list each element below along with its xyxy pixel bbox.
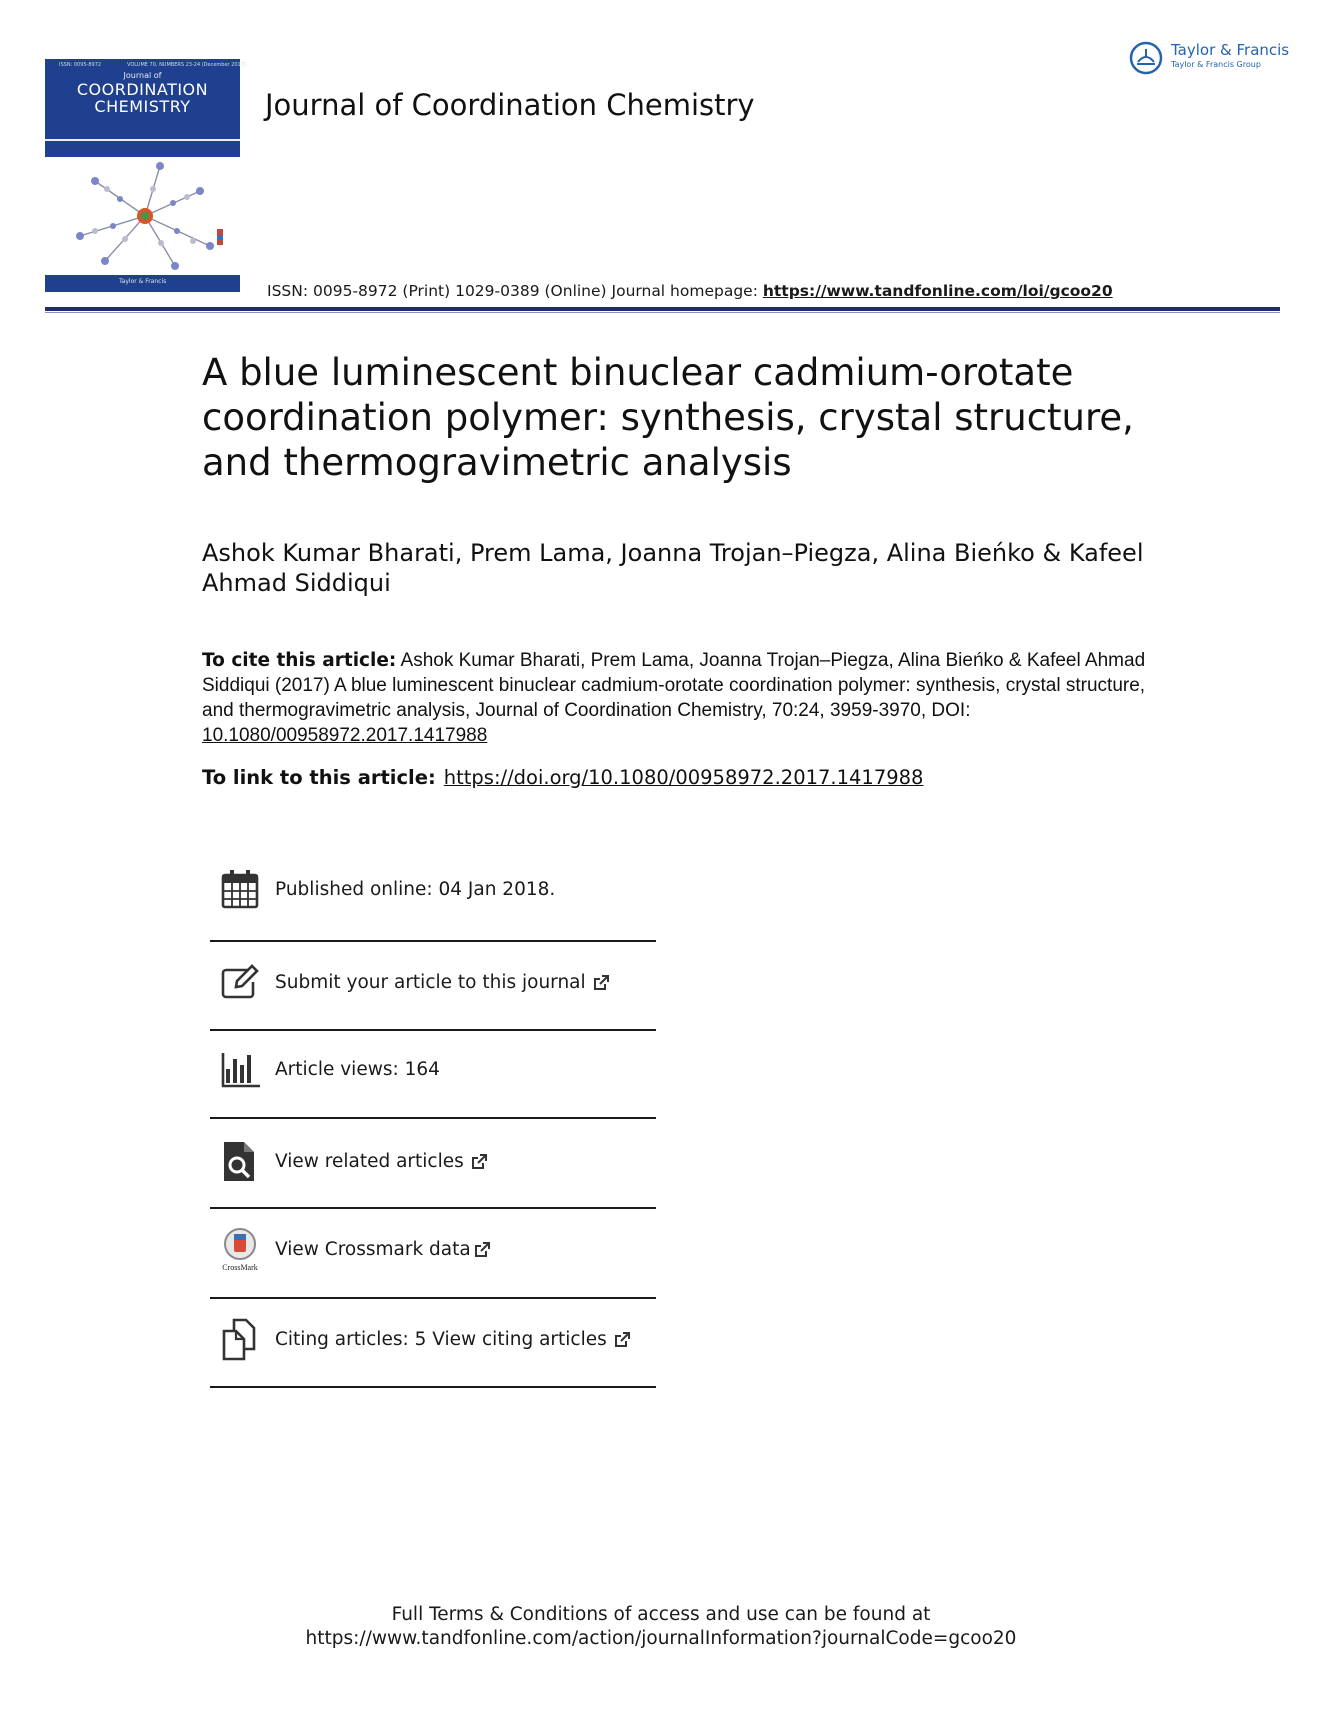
info-divider [210, 940, 656, 942]
external-link-icon [592, 974, 610, 992]
cover-title-line1: COORDINATION [76, 80, 209, 99]
terms-url[interactable]: https://www.tandfonline.com/action/journalInformation?journalCode=gcoo20 [305, 1628, 1017, 1649]
article-authors: Ashok Kumar Bharati, Prem Lama, Joanna Trojan–Piegza, Alina Bieńko & Kafeel Ahmad Siddiqui [202, 539, 1144, 597]
info-divider [210, 1297, 656, 1299]
cover-editor-band [45, 141, 240, 157]
cover-volume: VOLUME 70, NUMBERS 23-24 (December 2017) [127, 62, 246, 68]
document-search-icon [220, 1139, 260, 1185]
info-divider [210, 1386, 656, 1388]
publisher-name: Taylor & Francis [1171, 41, 1290, 59]
cover-issn: ISSN: 0095-8972 [59, 62, 102, 68]
cover-molecule-illustration [65, 161, 225, 271]
related-articles-link[interactable] [275, 1151, 488, 1172]
edit-icon [220, 960, 260, 1006]
cover-title-line2: CHEMISTRY [94, 97, 191, 116]
cover-publisher-logo: Taylor & Francis [119, 278, 167, 285]
cover-journal-of: Journal of [123, 71, 162, 80]
submit-article-link[interactable] [275, 972, 610, 993]
crossmark-label: View Crossmark data [275, 1239, 471, 1260]
cite-text: Ashok Kumar Bharati, Prem Lama, Joanna Trojan–Piegza, Alina Bieńko & Kafeel Ahmad Siddiqui (2017) A blue luminescent binuclear cadmium-orotate coordination polymer: synthesis, crystal structure, and thermogravimetric analysis, Journal of Coordination Chemistry, 70:24, 3959-3970, DOI: [202, 650, 1146, 721]
submit-article-label: Submit your article to this journal [275, 972, 586, 993]
article-views-row [210, 1047, 656, 1107]
info-divider [210, 1207, 656, 1209]
terms-footer [0, 1603, 1322, 1651]
info-divider [210, 1117, 656, 1119]
external-link-icon [613, 1331, 631, 1349]
cover-publisher-band [45, 275, 240, 292]
link-label: To link to this article: [202, 766, 436, 789]
article-link-line [202, 766, 923, 789]
crossmark-link[interactable] [275, 1239, 491, 1260]
citing-articles-row[interactable] [210, 1317, 656, 1377]
published-online-label: Published online: 04 Jan 2018. [275, 879, 556, 900]
bar-chart-icon [220, 1047, 260, 1093]
article-views-label: Article views: 164 [275, 1059, 440, 1080]
issn-text: ISSN: 0095-8972 (Print) 1029-0389 (Online) Journal homepage: [267, 282, 763, 300]
header-divider [45, 307, 1280, 311]
cover-title-band [45, 59, 246, 139]
crossmark-row[interactable] [210, 1227, 656, 1287]
info-divider [210, 1029, 656, 1031]
cite-label: To cite this article: [202, 650, 397, 671]
journal-title: Journal of Coordination Chemistry [265, 88, 755, 122]
external-link-icon [473, 1241, 491, 1259]
submit-article-row[interactable] [210, 960, 656, 1020]
article-title: A blue luminescent binuclear cadmium-orotate coordination polymer: synthesis, crystal structure, and thermogravimetric analysis [202, 351, 1134, 484]
published-online-row [210, 867, 656, 927]
citing-articles-link[interactable] [275, 1329, 631, 1350]
crossmark-icon [220, 1227, 260, 1273]
related-articles-row[interactable] [210, 1139, 656, 1199]
header-divider-thin [45, 312, 1280, 313]
citation-block [202, 648, 1162, 748]
calendar-icon [220, 867, 260, 913]
citing-articles-label: Citing articles: 5 View citing articles [275, 1329, 607, 1350]
cite-doi-link[interactable]: 10.1080/00958972.2017.1417988 [202, 725, 488, 746]
article-doi-link[interactable]: https://doi.org/10.1080/00958972.2017.1417988 [443, 766, 924, 789]
terms-line: Full Terms & Conditions of access and use can be found at [391, 1604, 931, 1625]
copy-documents-icon [220, 1317, 260, 1363]
related-articles-label: View related articles [275, 1151, 464, 1172]
journal-cover-image [45, 59, 246, 292]
crossmark-badge-text: CrossMark [222, 1263, 258, 1272]
journal-homepage-link[interactable]: https://www.tandfonline.com/loi/gcoo20 [762, 282, 1113, 300]
publisher-group: Taylor & Francis Group [1171, 60, 1261, 69]
issn-line [267, 282, 1113, 300]
external-link-icon [470, 1153, 488, 1171]
